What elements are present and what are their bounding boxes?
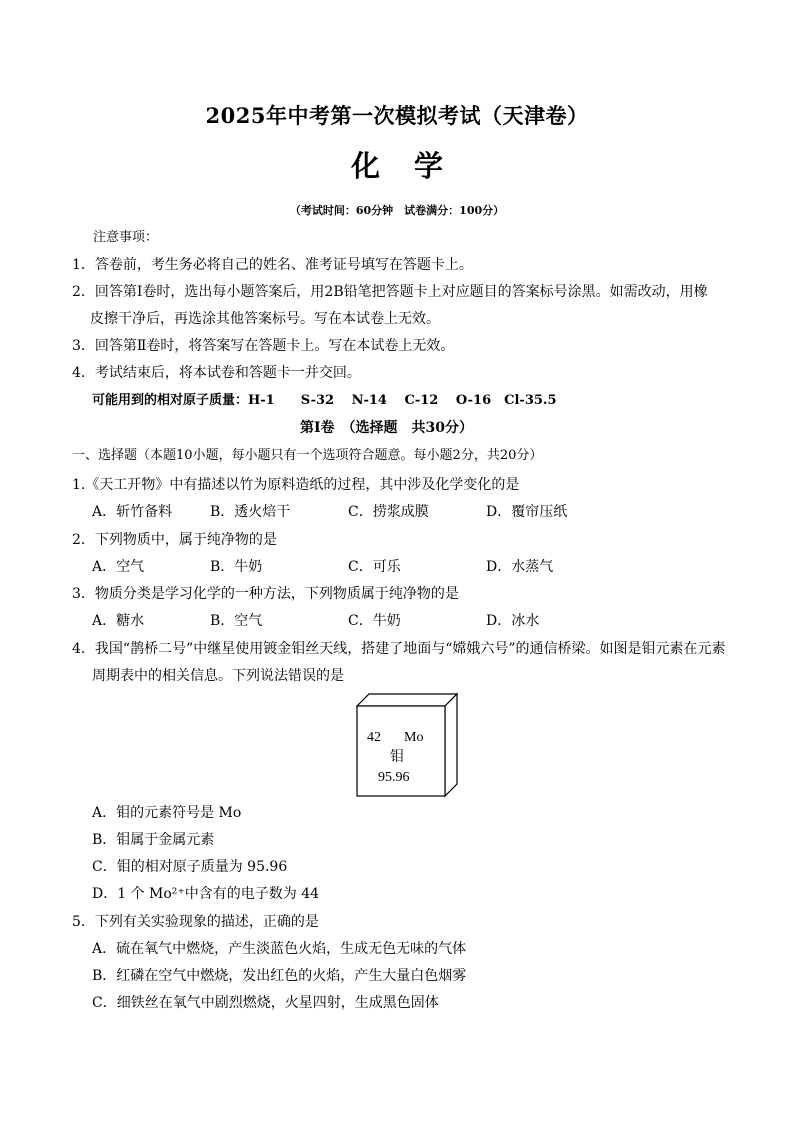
exam-info: （考试时间：60分钟 试卷满分：100分） [289, 204, 505, 217]
element-symbol: Mo [404, 730, 424, 745]
note-item: 2．回答第Ⅰ卷时，选出每小题答案后，用2B铅笔把答题卡上对应题目的答案标号涂黑。如需改动，用橡 [72, 284, 708, 300]
question-4-option-c: C．钼的相对原子质量为 95.96 [92, 859, 288, 875]
question-1-option-b: B．透火焙干 [210, 504, 291, 520]
question-3-stem: 3．物质分类是学习化学的一种方法，下列物质属于纯净物的是 [72, 586, 459, 602]
question-5-stem: 5．下列有关实验现象的描述，正确的是 [72, 914, 319, 930]
part-one-heading: 一、选择题（本题10小题，每小题只有一个选项符合题意。每小题2分，共20分） [72, 448, 543, 463]
question-5-option-b: B．红磷在空气中燃烧，发出红色的火焰，产生大量白色烟雾 [92, 968, 467, 984]
question-2-option-d: D．水蒸气 [486, 559, 554, 575]
exam-title: 2025年中考第一次模拟考试（天津卷） [205, 103, 589, 128]
section-title: 第Ⅰ卷 （选择题 共30分） [300, 420, 474, 436]
question-4-option-a: A．钼的元素符号是 Mo [92, 805, 242, 821]
note-item: 3．回答第Ⅱ卷时，将答案写在答题卡上。写在本试卷上无效。 [72, 338, 455, 354]
question-5-option-c: C．细铁丝在氧气中剧烈燃烧，火星四射，生成黑色固体 [92, 995, 439, 1011]
question-4-option-d: D．1 个 Mo²⁺中含有的电子数为 44 [92, 886, 320, 902]
note-item: 4．考试结束后，将本试卷和答题卡一并交回。 [72, 365, 361, 381]
notes-heading: 注意事项： [93, 230, 159, 245]
question-4-stem: 4．我国“鹊桥二号”中继星使用镀金钼丝天线，搭建了地面与“嫦娥六号”的通信桥梁。如图是钼元素在元素 [72, 641, 726, 657]
question-3-option-d: D．冰水 [486, 613, 540, 629]
question-1-option-c: C．捞浆成膜 [348, 504, 429, 520]
question-4-stem-continued: 周期表中的相关信息。下列说法错误的是 [92, 668, 344, 684]
question-2-option-a: A．空气 [92, 559, 145, 575]
question-5-option-a: A．硫在氧气中燃烧，产生淡蓝色火焰，生成无色无味的气体 [92, 941, 467, 957]
element-name: 钼 [390, 750, 404, 765]
question-1-stem: 1.《天工开物》中有描述以竹为原料造纸的过程，其中涉及化学变化的是 [72, 477, 520, 493]
element-atomic-mass: 95.96 [378, 770, 410, 785]
question-3-option-a: A．糖水 [92, 613, 145, 629]
question-2-option-b: B．牛奶 [210, 559, 263, 575]
question-3-option-b: B．空气 [210, 613, 263, 629]
element-atomic-number: 42 [367, 730, 381, 745]
note-item-continued: 皮擦干净后，再选涂其他答案标号。写在本试卷上无效。 [90, 311, 440, 327]
question-1-option-a: A．斩竹备料 [92, 504, 173, 520]
atomic-masses: 可能用到的相对原子质量：H-1 S-32 N-14 C-12 O-16 Cl-35.5 [92, 393, 557, 408]
question-4-option-b: B．钼属于金属元素 [92, 832, 215, 848]
element-tile-figure [356, 692, 458, 798]
question-3-option-c: C．牛奶 [348, 613, 401, 629]
question-2-option-c: C．可乐 [348, 559, 401, 575]
question-2-stem: 2．下列物质中，属于纯净物的是 [72, 532, 277, 548]
subject-title: 化学 [350, 149, 477, 183]
note-item: 1．答卷前，考生务必将自己的姓名、准考证号填写在答题卡上。 [72, 257, 473, 273]
question-1-option-d: D．覆帘压纸 [486, 504, 568, 520]
